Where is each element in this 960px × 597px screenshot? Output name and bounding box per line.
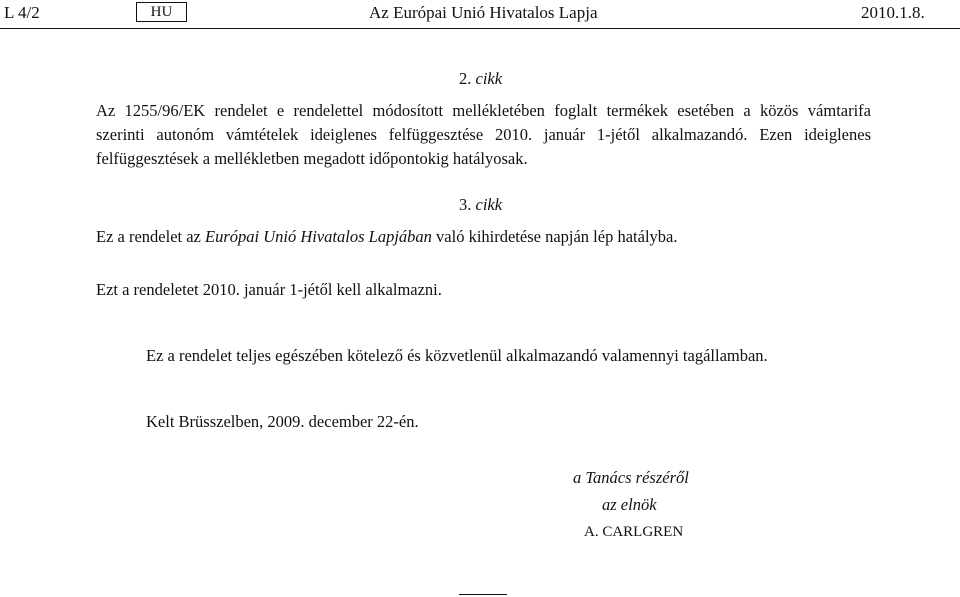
article-2-heading bbox=[459, 68, 502, 90]
article-3-word: cikk bbox=[475, 195, 503, 214]
page-reference: L 4/2 bbox=[4, 3, 40, 22]
article-2-line-1: Az 1255/96/EK rendelet e rendelettel módosított mellékletében foglalt termékek esetében a közös vámtarifa bbox=[96, 101, 871, 120]
place-and-date: Kelt Brüsszelben, 2009. december 22-én. bbox=[146, 412, 419, 431]
article-2-line-2: szerinti autonóm vámtételek ideiglenes felfüggesztése 2010. január 1-jétől alkalmazandó. Ezen ideiglenes bbox=[96, 125, 871, 144]
article-2-word: cikk bbox=[475, 69, 503, 88]
binding-clause: Ez a rendelet teljes egészében kötelező és közvetlenül alkalmazandó valamennyi tagállamban. bbox=[146, 346, 768, 365]
journal-title: Az Európai Unió Hivatalos Lapja bbox=[369, 3, 598, 22]
signature-line-2: az elnök bbox=[602, 495, 657, 514]
article-3-p1-italic: Európai Unió Hivatalos Lapjában bbox=[205, 227, 432, 246]
article-3-p1-before: Ez a rendelet az bbox=[96, 227, 206, 246]
article-3-paragraph-1 bbox=[96, 226, 677, 248]
article-3-paragraph-2: Ezt a rendeletet 2010. január 1-jétől kell alkalmazni. bbox=[96, 280, 442, 299]
header-rule bbox=[0, 28, 960, 29]
article-2-body bbox=[96, 99, 871, 171]
footnote-rule bbox=[459, 594, 507, 595]
signatory-name: A. CARLGREN bbox=[584, 524, 684, 540]
publication-date: 2010.1.8. bbox=[861, 3, 925, 22]
article-3-heading bbox=[459, 194, 502, 216]
article-2-number: 2. bbox=[459, 69, 472, 88]
language-code-box: HU bbox=[136, 2, 187, 22]
article-3-p1-after: való kihirdetése napján lép hatályba. bbox=[431, 227, 678, 246]
signature-line-1: a Tanács részéről bbox=[573, 468, 689, 487]
article-3-number: 3. bbox=[459, 195, 472, 214]
article-2-line-3: felfüggesztések a mellékletben megadott időpontokig hatályosak. bbox=[96, 149, 528, 168]
